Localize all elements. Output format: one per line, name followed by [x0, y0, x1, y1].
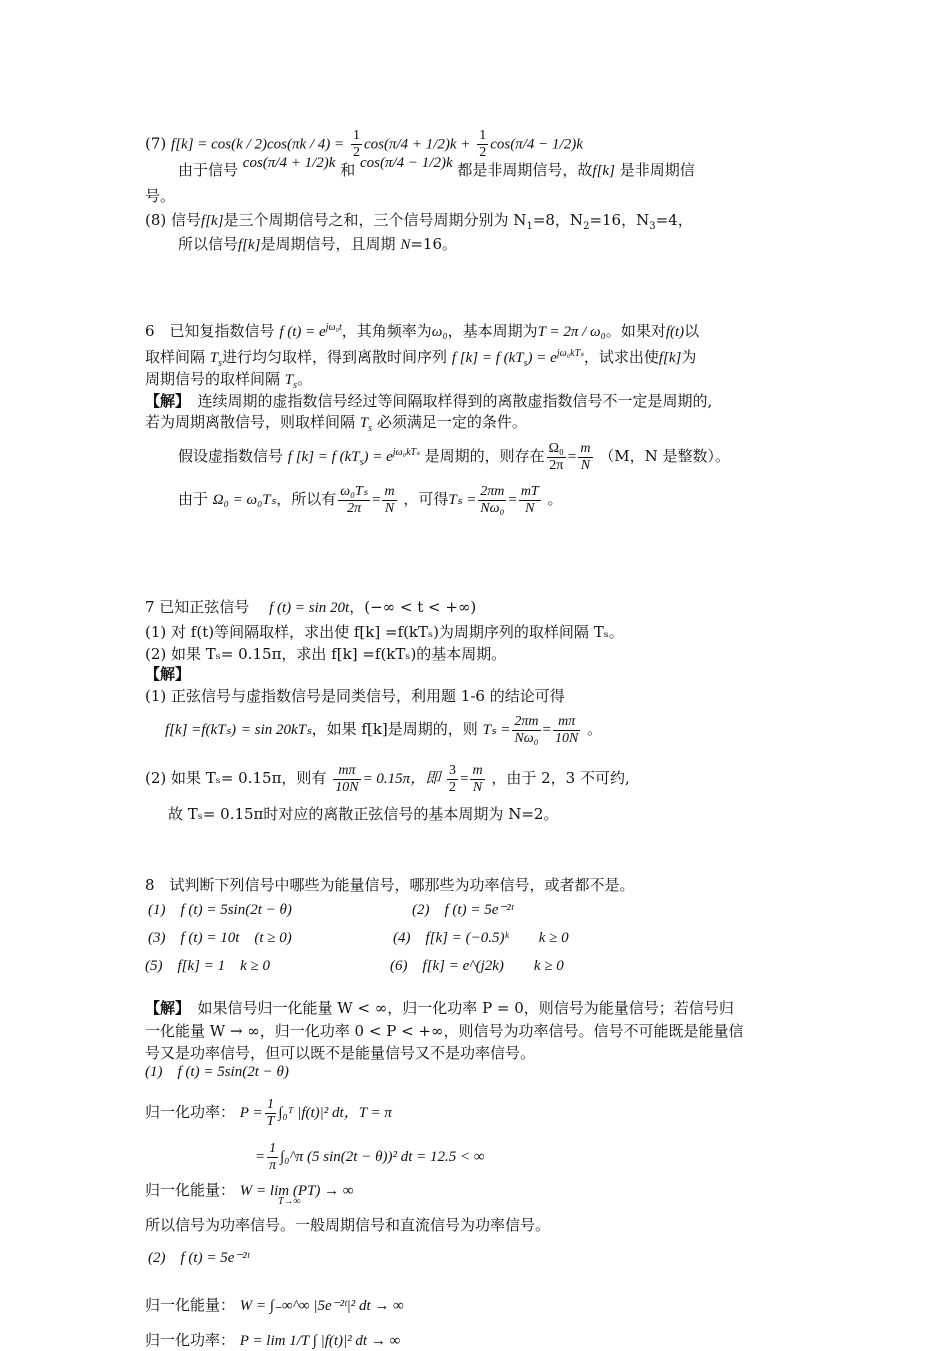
q8-energy-1-limit-sub: T→∞ [278, 1196, 301, 1207]
q8-item-1: (1) f (t) = 5sin(2t − θ) [148, 902, 292, 918]
q8-power-2: = $\frac{1}{\pi}$ ∫₀^π (5 sin(2t − θ))² dt = 12.5 < ∞ [255, 1140, 485, 1173]
p7-frac-half-1: $\frac{1}{2}$ [352, 128, 360, 160]
q6-solution-tag: 【解】 [145, 392, 183, 410]
q8-item-2: (2) f (t) = 5e⁻²ᵗ [412, 902, 514, 918]
q7-solution-2: (2) 如果 Tₛ= 0.15π，则有 $\frac{m\pi}{10N}$ = 0.15π，即 $\frac{3}{2}$ = $\frac{m}{N}$ ，由于 2，3 不可约, [145, 762, 630, 795]
q7-frac-3-2: $\frac{3}{2}$ [448, 762, 456, 795]
q6-solution-line1: 【解】 连续周期的虚指数信号经过等间隔取样得到的离散虚指数信号不一定是周期的, [145, 392, 713, 410]
q8-power-2-partial: 归一化功率： P = lim 1/T ∫ |f(t)|² dt → ∞ [145, 1331, 401, 1349]
p7-line: (7) f[k] = cos(k / 2)cos(πk / 4) = $\frac{1}{2}$ cos(π/4 + 1/2)k + $\frac{1}{2}$ cos(π/4 − 1/2)k [145, 128, 583, 160]
q6-frac-2pim: $\frac{2\pi m}{\text{Nω₀}}$ [480, 483, 505, 516]
q7-solution-1-eq: f[k] =f(kTₛ) = sin 20kTₛ，如果 f[k]是周期的，则 Tₛ = $\frac{2\pi m}{\text{Nω₀}}$ = $\frac{m\pi}{10N}$ 。 [165, 713, 603, 746]
q8-case-1: (1) f (t) = 5sin(2t − θ) [145, 1064, 289, 1080]
q7-part2: (2) 如果 Tₛ= 0.15π，求出 f[k] =f(kTₛ)的基本周期。 [145, 645, 507, 663]
p7-frac-half-2: $\frac{1}{2}$ [479, 128, 487, 160]
q8-item-6: (6) f[k] = e^(j2k) k ≥ 0 [390, 958, 564, 974]
q8-solution-line2: 一化能量 W → ∞，归一化功率 0 < P < +∞，则信号为功率信号。信号不可能既是能量信 [145, 1022, 744, 1040]
q7-title: 7 已知正弦信号 f (t) = sin 20t，(−∞ < t < +∞) [145, 598, 477, 616]
p8-line2: 所以信号f[k]是周期信号，且周期 N=16。 [178, 235, 457, 253]
q6-assume: 假设虚指数信号 f [k] = f $(kT_s) = e^{j\omega_0kT_s}$ 是周期的，则存在 $\frac{\text{Ω₀}}{2\pi}$ = $\frac{m}{N}$ （M，N 是整数）。 [178, 440, 731, 473]
q7-frac-mpi-10n: $\frac{m\pi}{10N}$ [554, 713, 579, 746]
p7-reason: 由于信号 cos(π/4 + 1/2)k 和 cos(π/4 − 1/2)k 都是非周期信号，故f[k] 是非周期信 [178, 155, 695, 179]
q8-solution-line3: 号又是功率信号，但可以既不是能量信号又不是功率信号。 [145, 1044, 536, 1062]
q8-item-3: (3) f (t) = 10t (t ≥ 0) [148, 930, 292, 946]
q6-since: 由于 Ω₀ = ω₀Tₛ，所以有 $\frac{\text{ω₀Tₛ}}{2\pi}$ = $\frac{m}{N}$ ，可得Tₛ = $\frac{2\pi m}{\text{Nω₀}}$ = $\frac{mT}{N}$ 。 [178, 483, 563, 516]
q8-title: 8 试判断下列信号中哪些为能量信号，哪那些为功率信号，或者都不是。 [145, 876, 635, 894]
q8-solution-line1: 【解】 如果信号归一化能量 W < ∞，归一化功率 P = 0，则信号为能量信号；若信号归 [145, 999, 734, 1017]
q6-frac-m-n: $\frac{m}{N}$ [580, 440, 591, 473]
q8-solution-tag: 【解】 [145, 999, 183, 1017]
q8-energy-2: 归一化能量： W = ∫₋∞^∞ |5e⁻²ᵗ|² dt → ∞ [145, 1296, 404, 1314]
q7-solution-3: 故 Tₛ= 0.15π时对应的离散正弦信号的基本周期为 N=2。 [168, 805, 559, 823]
q8-item-5: (5) f[k] = 1 k ≥ 0 [145, 958, 271, 974]
q6-line1: 6 已知复指数信号 f $(t) = e^{j\omega_0t}$，其角频率为ω₀，基本周期为T = 2π / ω₀。如果对f(t)以 [145, 322, 700, 340]
q8-case-2: (2) f (t) = 5e⁻²ᵗ [148, 1250, 250, 1266]
q6-frac-mT-N: $\frac{mT}{N}$ [520, 483, 539, 516]
q8-item-4: (4) f[k] = (−0.5)ᵏ k ≥ 0 [393, 930, 569, 946]
p7-eq-lhs: f[k] = cos(k / 2)cos(πk / 4) = [171, 136, 345, 153]
q6-frac-omega-2pi: $\frac{\text{Ω₀}}{2\pi}$ [548, 440, 564, 473]
q8-power-1: 归一化功率： P = $\frac{1}{T}$ ∫₀ᵀ |f(t)|² dt，T = π [145, 1096, 392, 1129]
q7-frac-m-n: $\frac{m}{N}$ [472, 762, 483, 795]
q6-solution-line2: 若为周期离散信号，则取样间隔 $T_s$ 必须满足一定的条件。 [145, 413, 527, 434]
q6-line3: 周期信号的取样间隔 $T_s$。 [145, 370, 313, 391]
q6-line2: 取样间隔 $T_s$进行均匀取样，得到离散时间序列 f [k] = f $(kT_s) = e^{j\omega_0kT_s}$，试求出使f[k]为 [145, 348, 697, 369]
q6-frac-omegaT-2pi: $\frac{\text{ω₀Tₛ}}{2\pi}$ [340, 483, 369, 516]
q7-solution-tag: 【解】 [145, 665, 191, 683]
q7-part1: (1) 对 f(t)等间隔取样，求出使 f[k] =f(kTₛ)为周期序列的取样间隔 Tₛ。 [145, 623, 624, 641]
q8-energy-1: 归一化能量： W = lim (PT) → ∞ [145, 1181, 354, 1199]
q8-frac-1-T: $\frac{1}{T}$ [266, 1096, 275, 1129]
q7-frac-mpi-10n-2: $\frac{m\pi}{10N}$ [335, 762, 359, 795]
q8-frac-1-pi: $\frac{1}{\pi}$ [269, 1140, 277, 1173]
q7-frac-2pim: $\frac{2\pi m}{\text{Nω₀}}$ [514, 713, 539, 746]
q8-conclusion: 所以信号为功率信号。一般周期信号和直流信号为功率信号。 [145, 1216, 551, 1234]
p7-reason-cont: 号。 [145, 187, 176, 205]
p8-line1: (8) 信号f[k]是三个周期信号之和，三个信号周期分别为 $N_1=8$，$N_2=16$，$N_3=4$， [145, 211, 693, 232]
q6-frac-m-n-2: $\frac{m}{N}$ [384, 483, 395, 516]
q7-solution-1: (1) 正弦信号与虚指数信号是同类信号，利用题 1-6 的结论可得 [145, 687, 565, 705]
